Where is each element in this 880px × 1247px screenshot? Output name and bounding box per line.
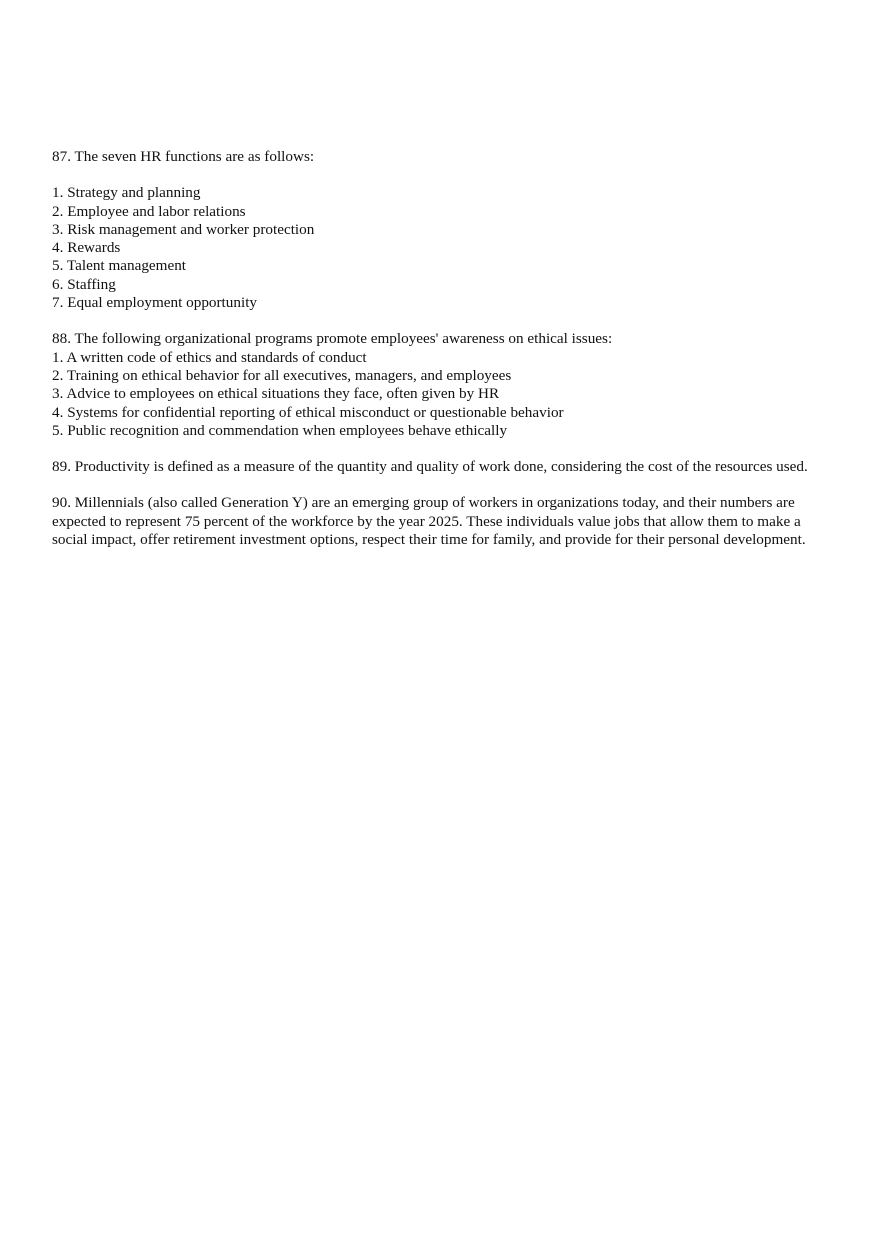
list-item: 6. Staffing — [52, 275, 116, 293]
answer-89 — [52, 458, 832, 476]
answer-87-intro: 87. The seven HR functions are as follows: — [52, 148, 315, 165]
list-item: 5. Public recognition and commendation when employees behave ethically — [52, 421, 508, 439]
list-item: 3. Risk management and worker protection — [52, 220, 315, 238]
answer-88 — [52, 330, 832, 440]
list-item: 7. Equal employment opportunity — [52, 294, 258, 312]
hr-functions-list — [52, 184, 832, 312]
answer-88-intro: 88. The following organizational programs promote employees' awareness on ethical issues: — [52, 330, 613, 348]
answer-90 — [52, 494, 832, 549]
ethics-programs-list — [52, 349, 832, 440]
list-item: 2. Employee and labor relations — [52, 202, 246, 220]
list-item: 4. Systems for confidential reporting of ethical misconduct or questionable behavior — [52, 403, 564, 421]
list-item: 2. Training on ethical behavior for all executives, managers, and employees — [52, 366, 512, 384]
answer-89-text: 89. Productivity is defined as a measure of the quantity and quality of work done, considering the cost of the resources used. — [52, 458, 808, 476]
list-item: 1. Strategy and planning — [52, 184, 201, 202]
list-item: 5. Talent management — [52, 257, 187, 275]
list-item: 3. Advice to employees on ethical situations they face, often given by HR — [52, 385, 500, 403]
answer-90-text: 90. Millennials (also called Generation Y) are an emerging group of workers in organizations today, and their numbers are expected to represent 75 percent of the workforce by the year 2025. These individuals value jobs that allow them to make a social impact, offer retirement investment options, respect their time for family, and provide for their personal development. — [52, 494, 806, 549]
document-page — [52, 148, 832, 567]
list-item: 1. A written code of ethics and standards of conduct — [52, 348, 367, 366]
answer-87 — [52, 148, 832, 312]
list-item: 4. Rewards — [52, 239, 121, 257]
